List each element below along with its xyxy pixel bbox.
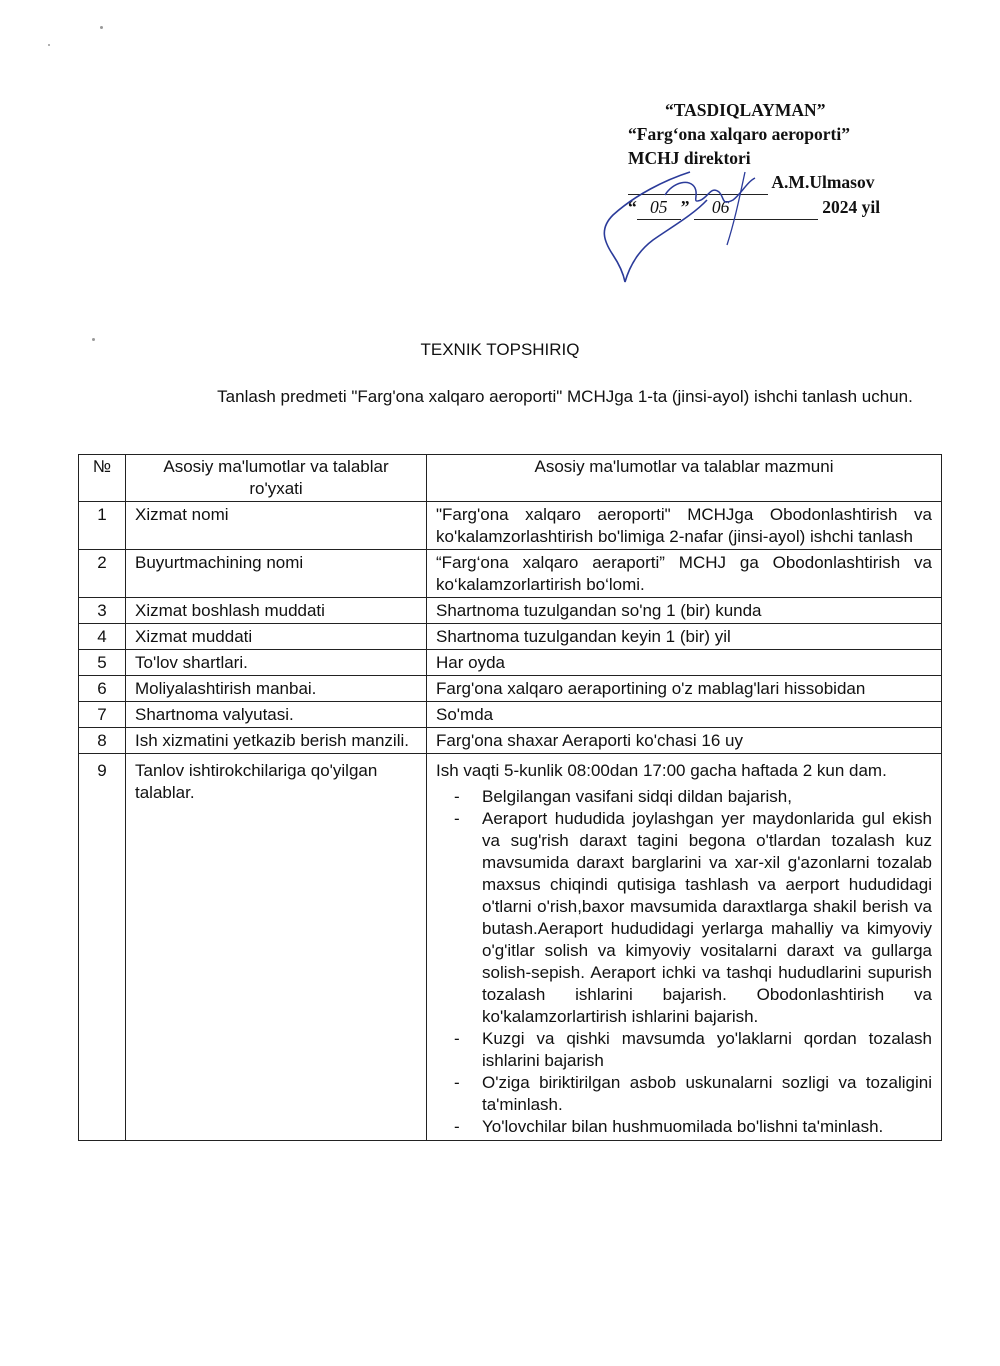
row-label: To'lov shartlari. bbox=[126, 650, 427, 676]
date-year: 2024 yil bbox=[822, 197, 881, 217]
row-label: Xizmat nomi bbox=[126, 502, 427, 550]
requirements-list bbox=[436, 786, 932, 1138]
list-item: - Kuzgi va qishki mavsumda yo'laklarni qordan tozalash ishlarini bajarish bbox=[482, 1028, 932, 1072]
row-label: Shartnoma valyutasi. bbox=[126, 702, 427, 728]
document-subject: Tanlash predmeti "Farg'ona xalqaro aeroporti" MCHJga 1-ta (jinsi-ayol) ishchi tanlash uchun. bbox=[217, 387, 913, 406]
row-value: “Farg‘ona xalqaro aeraporti” MCHJ ga Obodonlashtirish va ko‘kalamzorlartirish bo‘lomi. bbox=[427, 550, 942, 598]
row-number: 8 bbox=[79, 728, 126, 754]
row-number: 4 bbox=[79, 624, 126, 650]
scan-speck bbox=[48, 44, 50, 46]
list-item: - Yo'lovchilar bilan hushmuomilada bo'lishni ta'minlash. bbox=[482, 1116, 932, 1138]
date-month: 06 bbox=[694, 195, 818, 220]
row-value: Har oyda bbox=[427, 650, 942, 676]
requirements-table bbox=[78, 454, 942, 1141]
table-row bbox=[79, 728, 942, 754]
row-value: Farg'ona xalqaro aeraportining o'z mablag'lari hissobidan bbox=[427, 676, 942, 702]
director-name: A.M.Ulmasov bbox=[771, 172, 875, 192]
row-number: 2 bbox=[79, 550, 126, 598]
table-header-row bbox=[79, 455, 942, 502]
date-day: 05 bbox=[637, 195, 681, 220]
table-row bbox=[79, 550, 942, 598]
row-value bbox=[427, 754, 942, 1141]
row-value: "Farg'ona xalqaro aeroporti" MCHJga Obodonlashtirish va ko'kalamzorlashtirish bo'limiga 2-nafar (jinsi-ayol) ishchi tanlash bbox=[427, 502, 942, 550]
row-number: 1 bbox=[79, 502, 126, 550]
handwritten-signature bbox=[595, 160, 775, 290]
row-label: Xizmat boshlash muddati bbox=[126, 598, 427, 624]
table-row bbox=[79, 624, 942, 650]
row-value: So'mda bbox=[427, 702, 942, 728]
approval-organization: “Farg‘ona xalqaro aeroporti” bbox=[628, 124, 850, 144]
row-label: Ish xizmatini yetkazib berish manzili. bbox=[126, 728, 427, 754]
row-value: Shartnoma tuzulgandan keyin 1 (bir) yil bbox=[427, 624, 942, 650]
work-schedule: Ish vaqti 5-kunlik 08:00dan 17:00 gacha haftada 2 kun dam. bbox=[436, 761, 887, 780]
header-number: № bbox=[79, 455, 126, 502]
row-label: Xizmat muddati bbox=[126, 624, 427, 650]
table-row bbox=[79, 676, 942, 702]
list-item: - O'ziga biriktirilgan asbob uskunalarni sozligi va tozaligini ta'minlash. bbox=[482, 1072, 932, 1116]
document-title: TEXNIK TOPSHIRIQ bbox=[420, 340, 580, 359]
row-number: 3 bbox=[79, 598, 126, 624]
approval-date: “ 05 ” 06 2024 yil bbox=[600, 195, 920, 220]
row-number: 6 bbox=[79, 676, 126, 702]
table-row bbox=[79, 598, 942, 624]
row-label: Buyurtmachining nomi bbox=[126, 550, 427, 598]
table-row bbox=[79, 754, 942, 1141]
list-item: - Belgilangan vasifani sidqi dildan bajarish, bbox=[482, 786, 932, 808]
row-value: Farg'ona shaxar Aeraporti ko'chasi 16 uy bbox=[427, 728, 942, 754]
row-value: Shartnoma tuzulgandan so'ng 1 (bir) kunda bbox=[427, 598, 942, 624]
row-number: 9 bbox=[79, 754, 126, 1141]
table-row bbox=[79, 702, 942, 728]
row-label: Moliyalashtirish manbai. bbox=[126, 676, 427, 702]
table-row bbox=[79, 502, 942, 550]
row-label: Tanlov ishtirokchilariga qo'yilgan talablar. bbox=[126, 754, 427, 1141]
header-requirements-content: Asosiy ma'lumotlar va talablar mazmuni bbox=[427, 455, 942, 502]
table-row bbox=[79, 650, 942, 676]
approval-position: MCHJ direktori bbox=[628, 148, 751, 168]
list-item: - Aeraport hududida joylashgan yer maydonlarida gul ekish va sug'rish daraxt tagini begona o'tlardan tozalash kuz mavsumida daraxt barglarini va xar-xil g'azonlarni tozalab maxsus chiqindi qutisiga tashlash va aerport hududidagi o'tlarni o'rish,baxor mavsumida daraxtlarga shakil berish va butash.Aeraport hududidagi yerlarga mahalliy va kimyoviy o'g'itlar solish va kimyoviy vositalarni daraxt va gullarga solish-sepish. Aeraport ichki va tashqi hududlarini supurish tozalash ishlarini bajarish. Obodonlashtirish va ko'kalamzorlartirish ishlarini bajarish. bbox=[482, 808, 932, 1028]
header-requirements-list: Asosiy ma'lumotlar va talablar ro'yxati bbox=[126, 455, 427, 502]
approval-stamp: “TASDIQLAYMAN” bbox=[665, 100, 826, 120]
row-number: 7 bbox=[79, 702, 126, 728]
scan-speck bbox=[100, 26, 103, 29]
row-number: 5 bbox=[79, 650, 126, 676]
